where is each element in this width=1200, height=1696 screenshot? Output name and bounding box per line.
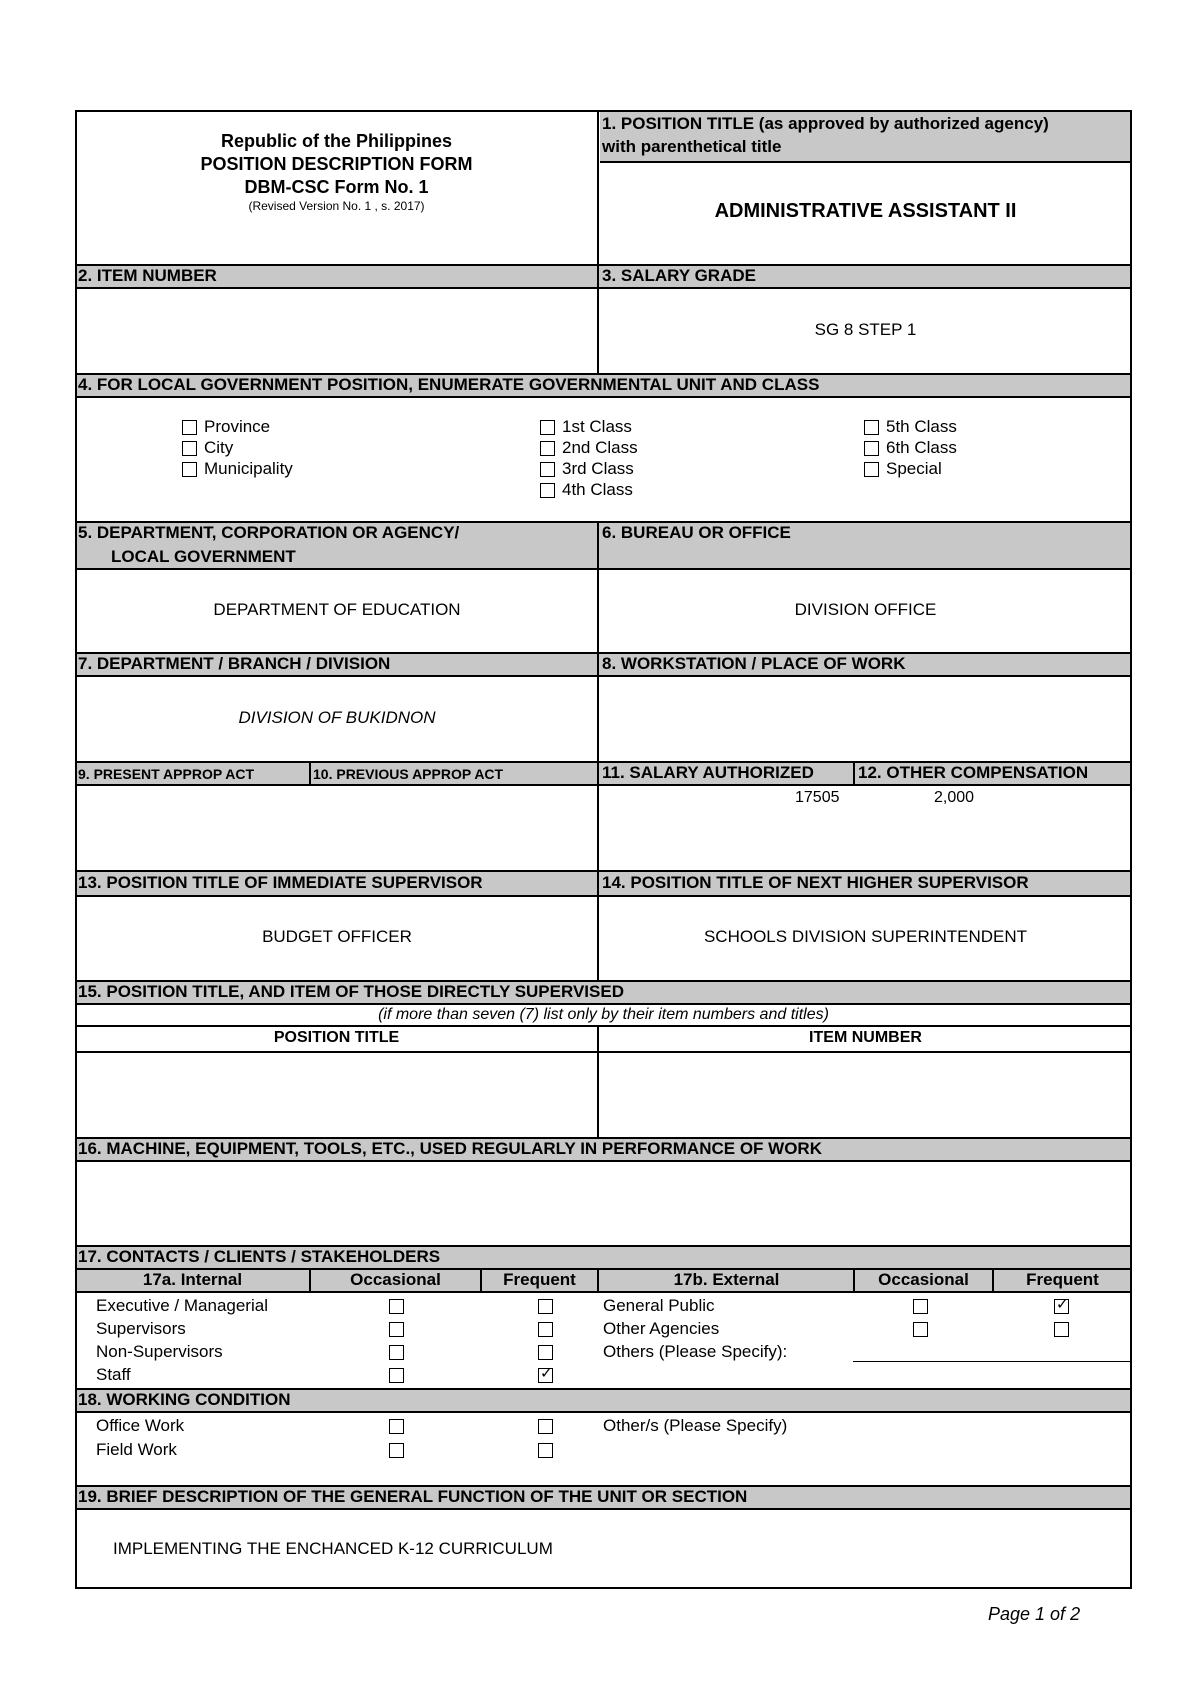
f18-label: 18. WORKING CONDITION: [78, 1390, 291, 1409]
option-2nd-class: 2nd Class: [562, 438, 638, 457]
checkbox-5th-class[interactable]: [864, 420, 879, 435]
option-4th-class: 4th Class: [562, 480, 633, 499]
form-heading: [76, 130, 597, 214]
f5-label-1: 5. DEPARTMENT, CORPORATION OR AGENCY/: [78, 523, 460, 542]
external-occasional-checkbox[interactable]: [913, 1322, 928, 1337]
internal-row-label: Executive / Managerial: [96, 1296, 268, 1315]
checkbox-special[interactable]: [864, 462, 879, 477]
col-item-number: ITEM NUMBER: [809, 1029, 922, 1046]
internal-row-label: Non-Supervisors: [96, 1342, 223, 1361]
other-compensation-value[interactable]: 2,000: [934, 789, 975, 806]
general-function-value[interactable]: IMPLEMENTING THE ENCHANCED K-12 CURRICULUM: [113, 1539, 553, 1558]
working-condition-label: Field Work: [96, 1440, 177, 1459]
f2-label: 2. ITEM NUMBER: [78, 266, 217, 285]
internal-row-label: Supervisors: [96, 1319, 186, 1338]
f1-label-2: with parenthetical title: [602, 137, 782, 156]
external-occasional-header: Occasional: [878, 1270, 969, 1289]
option-province: Province: [204, 417, 271, 436]
checkbox-3rd-class[interactable]: [540, 462, 555, 477]
f13-label: 13. POSITION TITLE OF IMMEDIATE SUPERVISOR: [78, 873, 483, 892]
option-5th-class: 5th Class: [886, 417, 957, 436]
working-frequent-checkbox[interactable]: [538, 1419, 553, 1434]
option-1st-class: 1st Class: [562, 417, 632, 436]
internal-occasional-header: Occasional: [350, 1270, 441, 1289]
working-occasional-checkbox[interactable]: [389, 1419, 404, 1434]
f4-label: 4. FOR LOCAL GOVERNMENT POSITION, ENUMERATE GOVERNMENTAL UNIT AND CLASS: [78, 375, 820, 394]
others-specify-line[interactable]: [853, 1361, 1131, 1362]
external-row-label: Other Agencies: [603, 1319, 720, 1338]
working-occasional-checkbox[interactable]: [389, 1443, 404, 1458]
option-6th-class: 6th Class: [886, 438, 957, 457]
department-value[interactable]: DEPARTMENT OF EDUCATION: [213, 600, 461, 619]
position-title-value[interactable]: ADMINISTRATIVE ASSISTANT II: [714, 200, 1017, 222]
next-supervisor-value[interactable]: SCHOOLS DIVISION SUPERINTENDENT: [703, 927, 1028, 946]
option-city: City: [204, 438, 234, 457]
f14-label: 14. POSITION TITLE OF NEXT HIGHER SUPERVISOR: [602, 873, 1029, 892]
internal-frequent-checkbox[interactable]: [538, 1299, 553, 1314]
checkbox-1st-class[interactable]: [540, 420, 555, 435]
page-number: Page 1 of 2: [988, 1604, 1081, 1624]
checkbox-2nd-class[interactable]: [540, 441, 555, 456]
f1-label-1: 1. POSITION TITLE (as approved by authorized agency): [602, 114, 1049, 133]
internal-header: 17a. Internal: [142, 1270, 243, 1289]
f3-label: 3. SALARY GRADE: [602, 266, 756, 285]
salary-grade-value[interactable]: SG 8 STEP 1: [814, 320, 917, 339]
immediate-supervisor-value[interactable]: BUDGET OFFICER: [262, 927, 412, 946]
external-row-label: General Public: [603, 1296, 715, 1315]
working-condition-label: Office Work: [96, 1416, 185, 1435]
f8-label: 8. WORKSTATION / PLACE OF WORK: [602, 654, 906, 673]
internal-frequent-checkbox[interactable]: [538, 1345, 553, 1360]
internal-occasional-checkbox[interactable]: [389, 1345, 404, 1360]
checkbox-6th-class[interactable]: [864, 441, 879, 456]
option-special: Special: [886, 459, 942, 478]
internal-occasional-checkbox[interactable]: [389, 1368, 404, 1383]
f9-label: 9. PRESENT APPROP ACT: [78, 766, 255, 782]
working-frequent-checkbox[interactable]: [538, 1443, 553, 1458]
external-frequent-checkbox[interactable]: [1054, 1299, 1069, 1314]
salary-authorized-value[interactable]: 17505: [795, 789, 840, 806]
f12-label: 12. OTHER COMPENSATION: [858, 763, 1089, 782]
f15-label: 15. POSITION TITLE, AND ITEM OF THOSE DIRECTLY SUPERVISED: [78, 982, 624, 1001]
division-value[interactable]: DIVISION OF BUKIDNON: [238, 708, 436, 727]
external-header: 17b. External: [673, 1270, 780, 1289]
f15-note: (if more than seven (7) list only by their item numbers and titles): [378, 1006, 829, 1023]
form-name: POSITION DESCRIPTION FORM: [200, 154, 473, 174]
working-others-label: Other/s (Please Specify): [603, 1416, 788, 1435]
checkbox-4th-class[interactable]: [540, 483, 555, 498]
bureau-value[interactable]: DIVISION OFFICE: [794, 600, 937, 619]
internal-occasional-checkbox[interactable]: [389, 1322, 404, 1337]
f11-label: 11. SALARY AUTHORIZED: [602, 763, 814, 782]
col-position-title: POSITION TITLE: [273, 1029, 400, 1046]
external-others-label: Others (Please Specify):: [603, 1342, 788, 1361]
internal-frequent-checkbox[interactable]: [538, 1322, 553, 1337]
form-revision: (Revised Version No. 1 , s. 2017): [248, 199, 425, 213]
internal-row-label: Staff: [96, 1365, 131, 1384]
f10-label: 10. PREVIOUS APPROP ACT: [313, 766, 504, 782]
f5-label-2: LOCAL GOVERNMENT: [111, 547, 296, 566]
external-occasional-checkbox[interactable]: [913, 1299, 928, 1314]
f16-label: 16. MACHINE, EQUIPMENT, TOOLS, ETC., USED REGULARLY IN PERFORMANCE OF WORK: [78, 1139, 822, 1158]
checkbox-municipality[interactable]: [182, 462, 197, 477]
checkbox-city[interactable]: [182, 441, 197, 456]
checkbox-province[interactable]: [182, 420, 197, 435]
republic-title: Republic of the Philippines: [220, 131, 452, 151]
form-code: DBM-CSC Form No. 1: [244, 177, 429, 197]
option-municipality: Municipality: [204, 459, 293, 478]
internal-frequent-checkbox[interactable]: [538, 1368, 553, 1383]
external-frequent-checkbox[interactable]: [1054, 1322, 1069, 1337]
f19-label: 19. BRIEF DESCRIPTION OF THE GENERAL FUNCTION OF THE UNIT OR SECTION: [78, 1487, 748, 1506]
external-frequent-header: Frequent: [1026, 1270, 1099, 1289]
option-3rd-class: 3rd Class: [562, 459, 634, 478]
f7-label: 7. DEPARTMENT / BRANCH / DIVISION: [78, 654, 391, 673]
f17-label: 17. CONTACTS / CLIENTS / STAKEHOLDERS: [78, 1247, 441, 1266]
internal-frequent-header: Frequent: [503, 1270, 576, 1289]
f6-label: 6. BUREAU OR OFFICE: [602, 523, 791, 542]
internal-occasional-checkbox[interactable]: [389, 1299, 404, 1314]
